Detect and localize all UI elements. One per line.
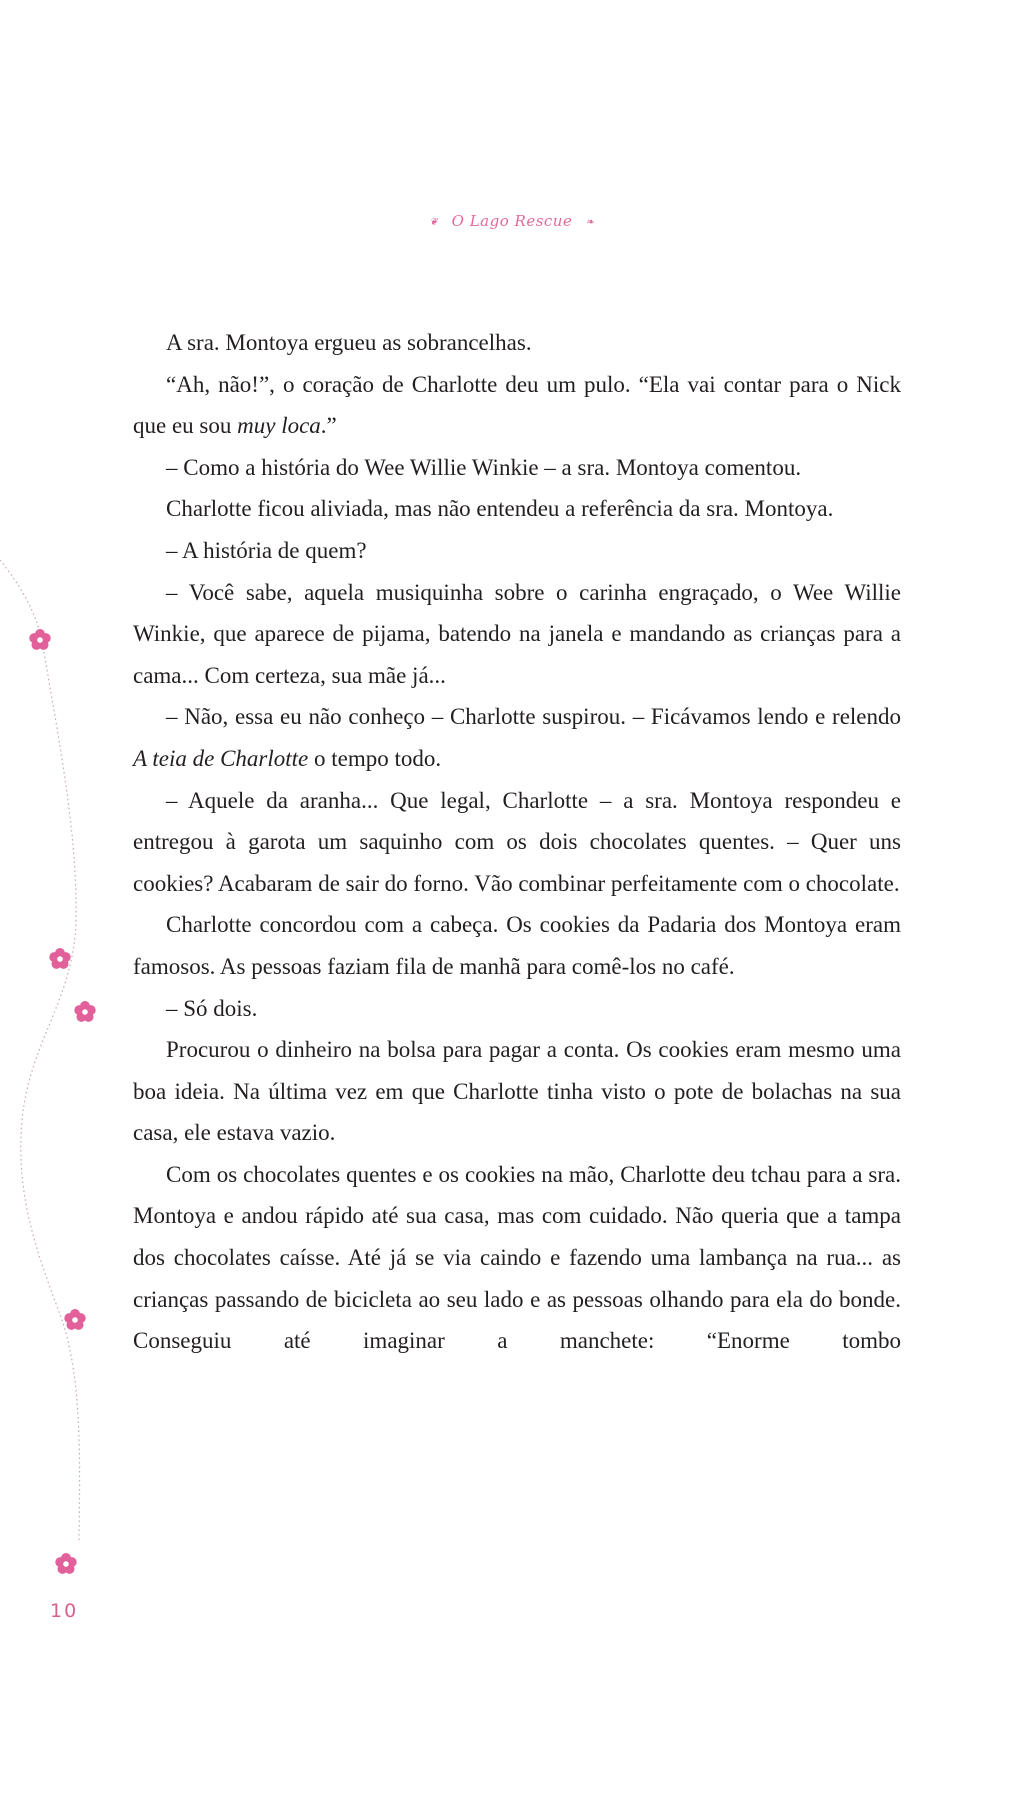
flower-icon	[49, 948, 70, 969]
paragraph: – Você sabe, aquela musiquinha sobre o carinha engraçado, o Wee Willie Winkie, que aparece de pijama, batendo na janela e mandando as crianças para a cama... Com certeza, sua mãe já...	[133, 579, 901, 688]
italic-phrase: muy loca	[237, 413, 321, 439]
paragraph: – Não, essa eu não conheço – Charlotte suspirou. – Ficávamos lendo e relendo A teia de Charlotte o tempo todo.	[133, 704, 901, 771]
flower-icon	[74, 1001, 95, 1022]
paragraph: Procurou o dinheiro na bolsa para pagar a conta. Os cookies eram mesmo uma boa ideia. Na última vez em que Charlotte tinha visto o pote de bolachas na sua casa, ele estava vazio.	[133, 1037, 901, 1146]
paragraph: – Só dois.	[166, 995, 258, 1021]
body-text	[133, 322, 901, 1362]
running-title: O Lago Rescue	[451, 212, 573, 230]
flower-icon	[55, 1553, 76, 1574]
paragraph: – A história de quem?	[166, 537, 367, 563]
flower-icon	[64, 1309, 85, 1330]
book-title: A teia de Charlotte	[133, 745, 309, 771]
paragraph: Com os chocolates quentes e os cookies na mão, Charlotte deu tchau para a sra. Montoya e andou rápido até sua casa, mas com cuidado. Não queria que a tampa dos chocolates caísse. Até já se via caindo e fazendo uma lambança na rua... as crianças passando de bicicleta ao seu lado e as pessoas olhando para ela do bonde. Conseguiu até imaginar a manchete: “Enorme tombo	[133, 1161, 901, 1354]
ornament-left-icon: ❦	[429, 216, 439, 228]
paragraph: A sra. Montoya ergueu as sobrancelhas.	[166, 330, 532, 355]
decorative-vine	[0, 0, 140, 1820]
paragraph: – Como a história do Wee Willie Winkie – a sra. Montoya comentou.	[166, 454, 802, 480]
paragraph: Charlotte ficou aliviada, mas não entendeu a referência da sra. Montoya.	[166, 496, 834, 522]
paragraph: “Ah, não!”, o coração de Charlotte deu um pulo. “Ela vai contar para o Nick que eu sou muy loca.”	[133, 371, 901, 439]
ornament-right-icon: ❧	[585, 216, 595, 228]
page-number: 10	[50, 1600, 79, 1622]
vine-stem	[0, 560, 80, 1540]
running-head	[0, 212, 1024, 230]
flower-icon	[29, 629, 50, 650]
paragraph: – Aquele da aranha... Que legal, Charlotte – a sra. Montoya respondeu e entregou à garota um saquinho com os dois chocolates quentes. – Quer uns cookies? Acabaram de sair do forno. Vão combinar perfeitamente com o chocolate.	[133, 787, 901, 896]
paragraph: Charlotte concordou com a cabeça. Os cookies da Padaria dos Montoya eram famosos. As pessoas faziam fila de manhã para comê-los no café.	[133, 912, 901, 979]
